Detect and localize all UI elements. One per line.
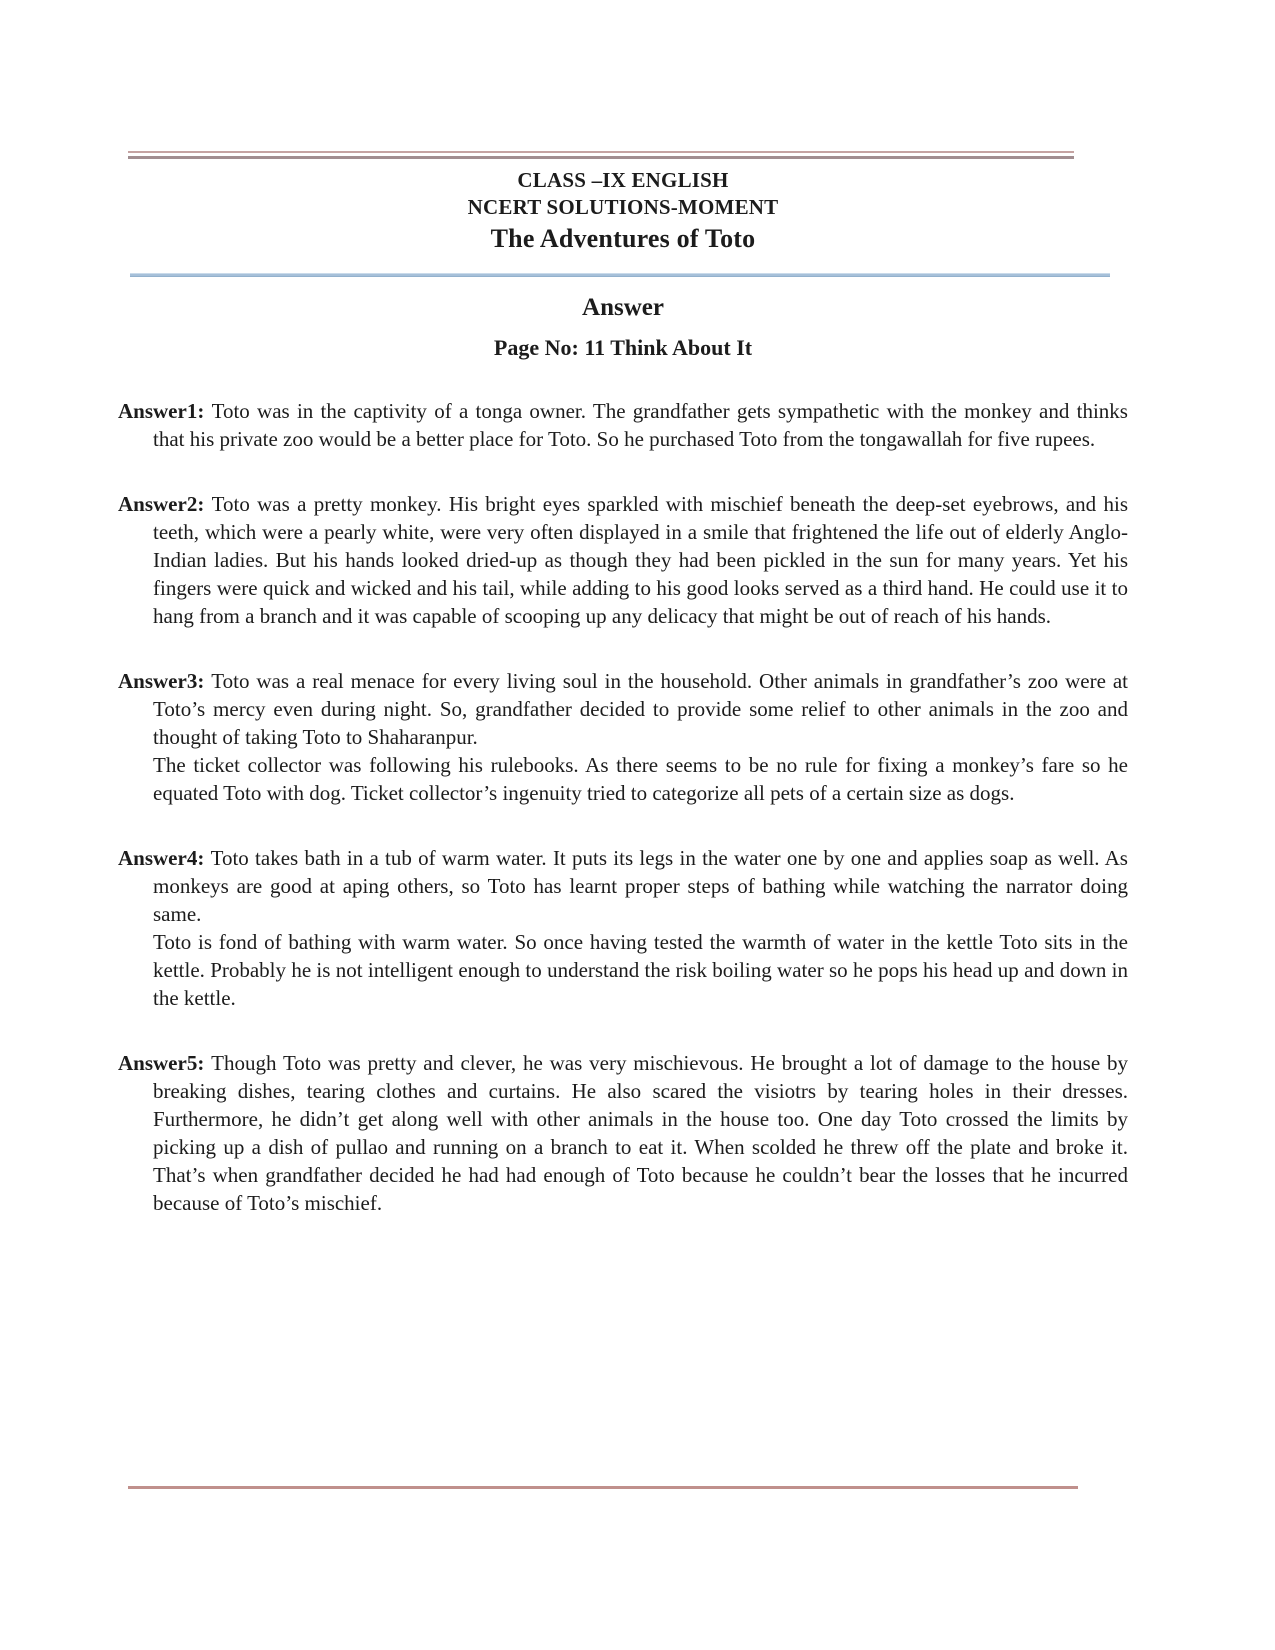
answer-label: Answer5: bbox=[118, 1051, 212, 1075]
answer-paragraph: The ticket collector was following his rulebooks. As there seems to be no rule for fixing a monkey’s fare so he equated Toto with dog. Ticket collector’s ingenuity tried to categorize all pets of a certain size as dogs. bbox=[153, 753, 1128, 805]
answer-block bbox=[118, 667, 1128, 807]
title-divider bbox=[130, 273, 1110, 277]
chapter-title: The Adventures of Toto bbox=[490, 224, 756, 253]
footer-divider bbox=[128, 1486, 1078, 1489]
answer-block bbox=[118, 490, 1128, 630]
answer-label: Answer2: bbox=[118, 492, 212, 516]
answers-list bbox=[118, 397, 1128, 1217]
class-line: CLASS –IX ENGLISH bbox=[517, 168, 729, 192]
series-line: NCERT SOLUTIONS-MOMENT bbox=[467, 195, 779, 219]
answer-paragraph: Toto is fond of bathing with warm water. So once having tested the warmth of water in the kettle Toto sits in the kettle. Probably he is not intelligent enough to understand the risk boiling water so he pops his head up and down in the kettle. bbox=[153, 930, 1128, 1010]
answer-label: Answer4: bbox=[118, 846, 211, 870]
answer-paragraph: Answer4: Toto takes bath in a tub of warm water. It puts its legs in the water one by one and applies soap as well. As monkeys are good at aping others, so Toto has learnt proper steps of bathing while watching the narrator doing same. bbox=[118, 846, 1128, 926]
answer-paragraph: Answer1: Toto was in the captivity of a tonga owner. The grandfather gets sympathetic with the monkey and thinks that his private zoo would be a better place for Toto. So he purchased Toto from the tongawallah for five rupees. bbox=[118, 399, 1128, 451]
answer-block bbox=[118, 397, 1128, 453]
answer-paragraph: Answer5: Though Toto was pretty and clever, he was very mischievous. He brought a lot of damage to the house by breaking dishes, tearing clothes and curtains. He also scared the visiotrs by tearing holes in their dresses. Furthermore, he didn’t get along well with other animals in the house too. One day Toto crossed the limits by picking up a dish of pullao and running on a branch to eat it. When scolded he threw off the plate and broke it. That’s when grandfather decided he had had enough of Toto because he couldn’t bear the losses that he incurred because of Toto’s mischief. bbox=[118, 1051, 1128, 1215]
answer-label: Answer1: bbox=[118, 399, 212, 423]
document-header bbox=[118, 167, 1128, 254]
section-heading: Answer bbox=[582, 294, 664, 321]
page-heading: Page No: 11 Think About It bbox=[493, 335, 753, 360]
answer-block bbox=[118, 1049, 1128, 1217]
answer-label: Answer3: bbox=[118, 669, 212, 693]
answer-paragraph: Answer3: Toto was a real menace for every living soul in the household. Other animals in grandfather’s zoo were at Toto’s mercy even during night. So, grandfather decided to provide some relief to other animals in the zoo and thought of taking Toto to Shaharanpur. bbox=[118, 669, 1128, 749]
answer-block bbox=[118, 844, 1128, 1012]
answer-paragraph: Answer2: Toto was a pretty monkey. His bright eyes sparkled with mischief beneath the deep-set eyebrows, and his teeth, which were a pearly white, were very often displayed in a smile that frightened the life out of elderly Anglo-Indian ladies. But his hands looked dried-up as though they had been pickled in the sun for many years. Yet his fingers were quick and wicked and his tail, while adding to his good looks served as a third hand. He could use it to hang from a branch and it was capable of scooping up any delicacy that might be out of reach of his hands. bbox=[118, 492, 1128, 628]
